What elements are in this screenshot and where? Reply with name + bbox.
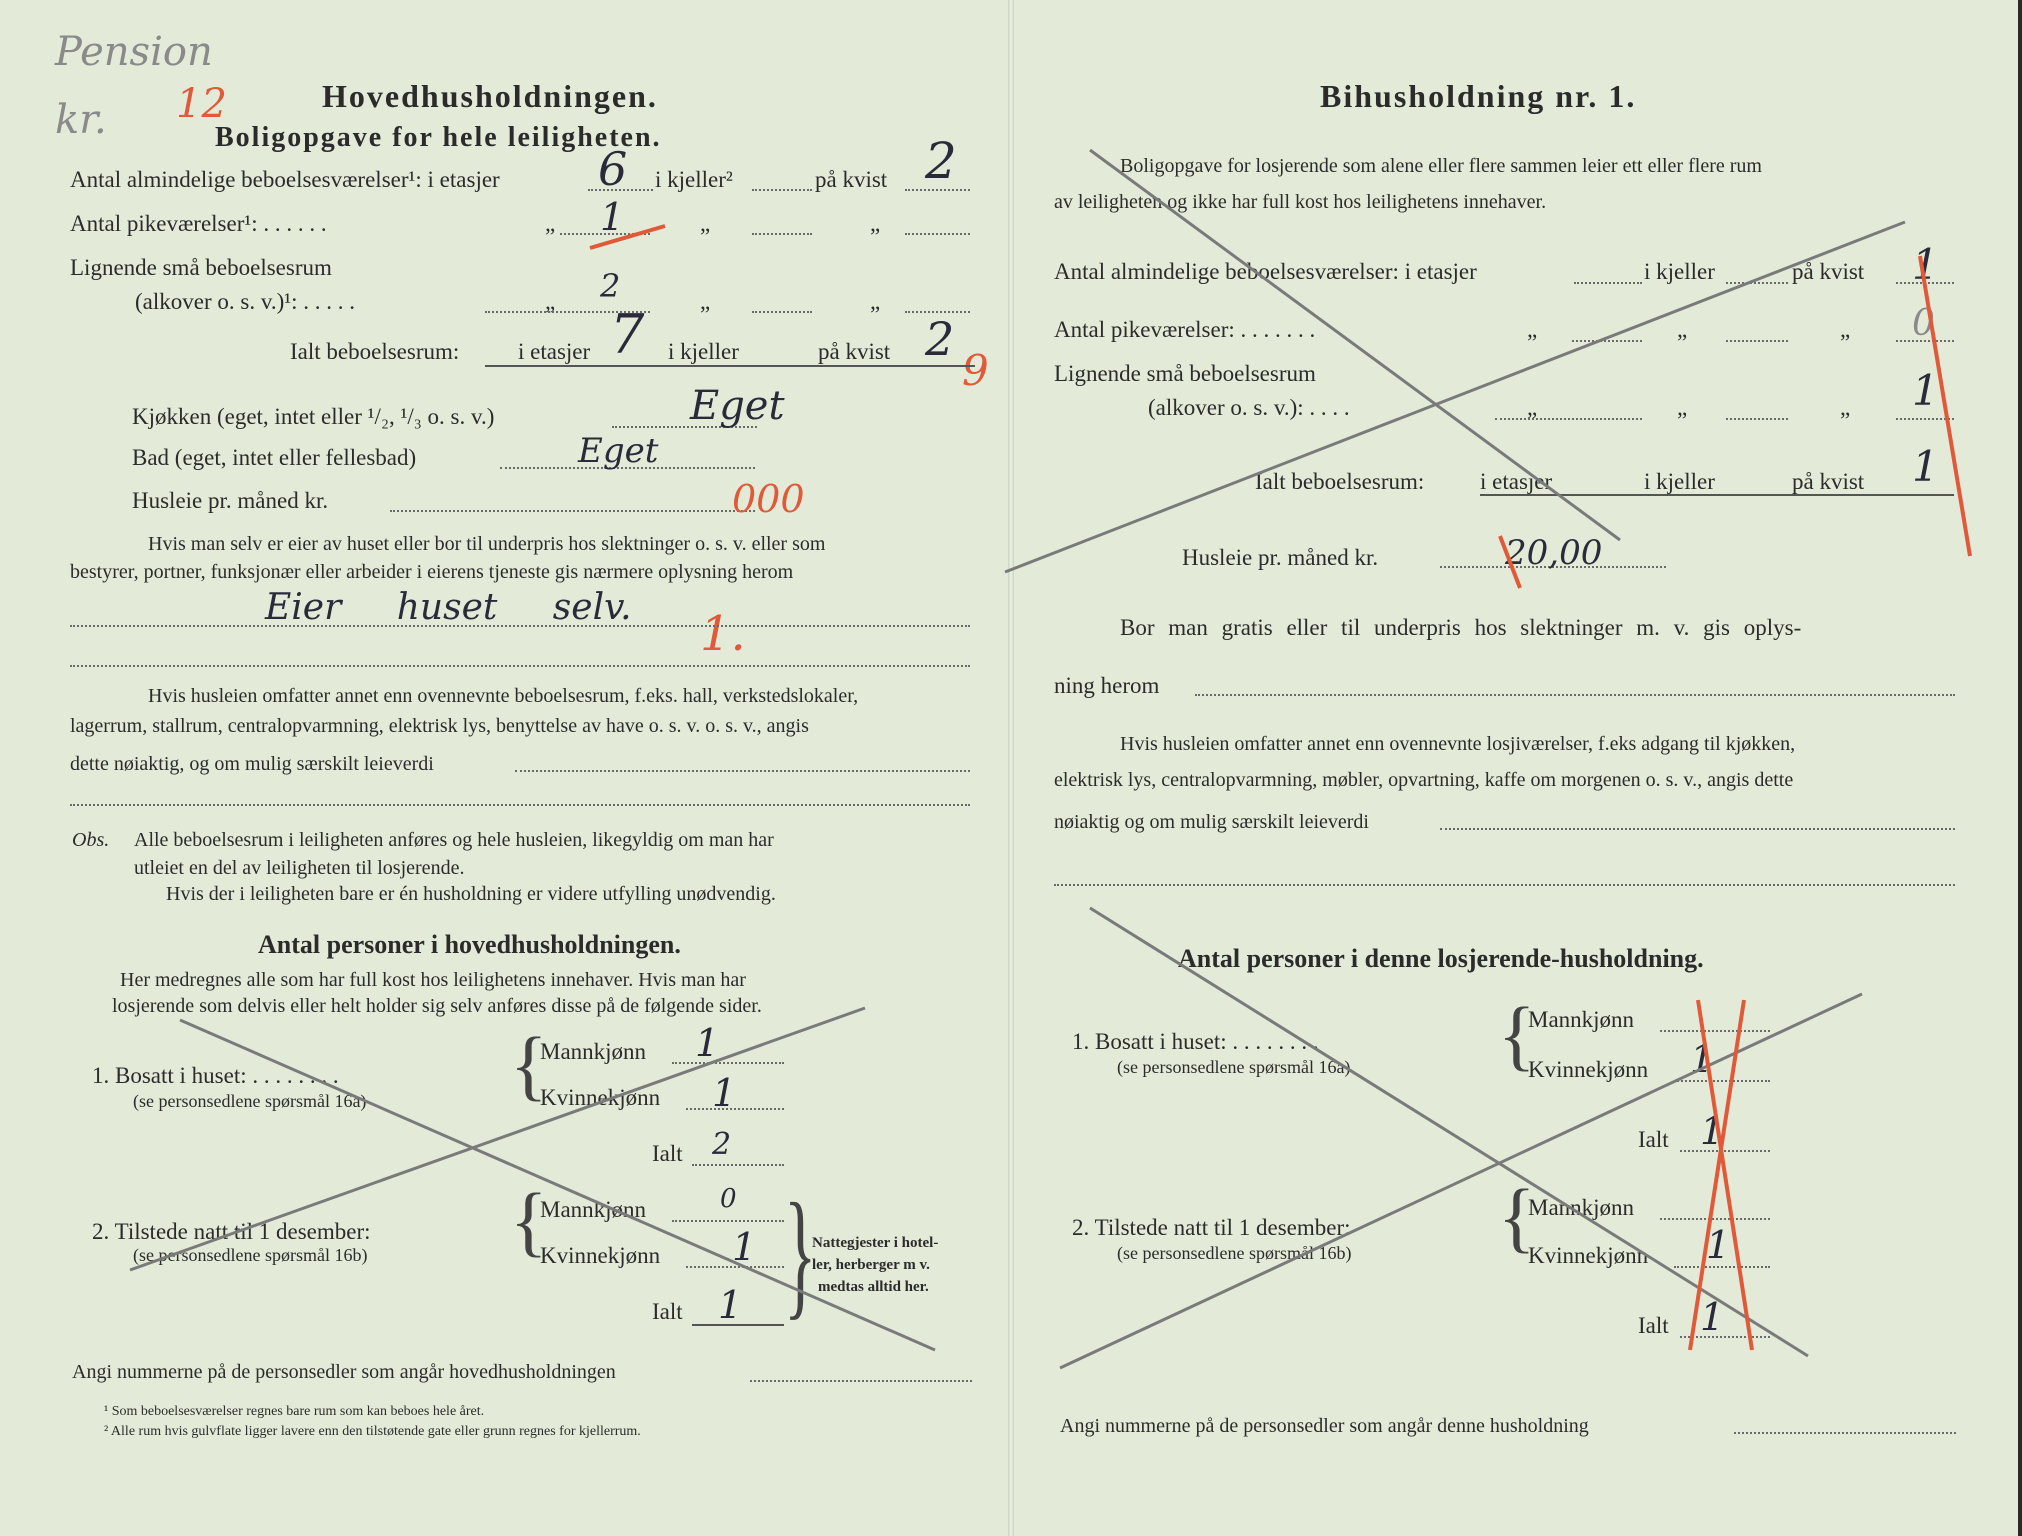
left-q2-label: 2. Tilstede natt til 1 desember: xyxy=(92,1219,371,1244)
left-footnote-2: ² Alle rum hvis gulvflate ligger lavere enn den tilstøtende gate eller grunn regnes for kjellerrum. xyxy=(104,1424,641,1439)
right-q1-male-label: Mannkjønn xyxy=(1528,1007,1635,1032)
right-small-rooms-label-1: Lignende små beboelsesrum xyxy=(1054,361,1316,386)
left-q2-female-label: Kvinnekjønn xyxy=(540,1243,661,1268)
right-q1-female-label: Kvinnekjønn xyxy=(1528,1057,1649,1082)
right-q2-brace: { xyxy=(1498,1173,1536,1260)
right-q1-total-value: 1 xyxy=(1700,1109,1725,1153)
left-rooms-attic-value: 2 xyxy=(925,132,957,190)
left-q1-female-label: Kvinnekjønn xyxy=(540,1085,661,1110)
right-gratis-text-2: ning herom xyxy=(1054,673,1160,698)
left-q1-total-value: 2 xyxy=(712,1127,732,1162)
left-guests-note-1: Nattegjester i hotel- xyxy=(812,1235,939,1251)
right-maid-quote-3: „ xyxy=(1840,317,1851,342)
left-q1-male-label: Mannkjønn xyxy=(540,1039,647,1064)
left-q2-male-value: 0 xyxy=(720,1184,737,1214)
left-q1-male-value: 1 xyxy=(695,1021,720,1065)
left-guests-note-3: medtas alltid her. xyxy=(818,1279,929,1295)
left-owner-red-mark: 1. xyxy=(700,606,746,662)
left-rooms-cellar-label: i kjeller² xyxy=(655,167,733,192)
left-rooms-label: Antal almindelige beboelsesværelser¹: i etasjer xyxy=(70,167,500,192)
right-rooms-label: Antal almindelige beboelsesværelser: i etasjer xyxy=(1054,259,1477,284)
right-rent-label: Husleie pr. måned kr. xyxy=(1182,545,1379,570)
left-extra-text-3: dette nøiaktig, og om mulig særskilt leieverdi xyxy=(70,753,434,775)
right-q1-label: 1. Bosatt i huset: . . . . . . . . xyxy=(1072,1029,1319,1054)
right-small-quote-1: „ xyxy=(1527,395,1538,420)
right-total-attic-label: på kvist xyxy=(1792,469,1865,494)
left-total-attic-label: på kvist xyxy=(818,339,891,364)
left-obs-text-1: Alle beboelsesrum i leiligheten anføres og hele husleien, likegyldig om man har xyxy=(134,829,774,851)
left-bath-label: Bad (eget, intet eller fellesbad) xyxy=(132,445,417,470)
right-extra-text-2: elektrisk lys, centralopvarmning, møbler, opvartning, kaffe om morgenen o. s. v., angis dette xyxy=(1054,769,1794,791)
right-gratis-text-1: Bor man gratis eller til underpris hos slektninger m. v. gis oplys- xyxy=(1120,615,1802,640)
right-extra-text-3: nøiaktig og om mulig særskilt leieverdi xyxy=(1054,811,1369,833)
left-total-attic-value: 2 xyxy=(925,312,955,366)
left-numbers-label: Angi nummerne på de personsedler som angår hovedhusholdningen xyxy=(72,1361,616,1383)
right-top-cross-1 xyxy=(1090,150,1620,540)
left-q2-male-label: Mannkjønn xyxy=(540,1197,647,1222)
left-maid-rooms-label: Antal pikeværelser¹: . . . . . . xyxy=(70,211,327,236)
left-guests-note-2: ler, herberger m v. xyxy=(812,1257,930,1273)
left-persons-title: Antal personer i hovedhusholdningen. xyxy=(258,930,681,959)
left-small-quote-3: „ xyxy=(870,289,881,314)
left-maid-quote-1: „ xyxy=(545,211,556,236)
left-bath-value: Eget xyxy=(578,431,659,471)
left-total-red-value: 9 xyxy=(962,346,989,395)
right-q1-sub: (se personsedlene spørsmål 16a) xyxy=(1117,1057,1351,1077)
right-q2-male-label: Mannkjønn xyxy=(1528,1195,1635,1220)
right-q2-sub: (se personsedlene spørsmål 16b) xyxy=(1117,1243,1352,1263)
left-rent-label: Husleie pr. måned kr. xyxy=(132,488,329,513)
left-maid-quote-2: „ xyxy=(700,211,711,236)
left-small-rooms-label-2: (alkover o. s. v.)¹: . . . . . xyxy=(135,289,356,314)
right-q1-female-value: 1 xyxy=(1690,1037,1715,1081)
left-rent-value: 000 xyxy=(732,477,805,521)
left-rooms-attic-label: på kvist xyxy=(815,167,888,192)
left-obs-label: Obs. xyxy=(72,829,110,851)
right-rooms-cellar-label: i kjeller xyxy=(1644,259,1715,284)
right-top-cross-2 xyxy=(1005,222,1905,572)
right-small-quote-2: „ xyxy=(1677,395,1688,420)
right-total-attic-value: 1 xyxy=(1912,442,1939,491)
left-total-etasjer-label: i etasjer xyxy=(518,339,591,364)
right-maid-attic-value: 0 xyxy=(1912,303,1935,344)
right-rooms-attic-label: på kvist xyxy=(1792,259,1865,284)
left-title: Hovedhusholdningen. xyxy=(322,78,658,114)
right-q2-total-label: Ialt xyxy=(1638,1313,1669,1338)
left-owner-answer: Eier huset selv. xyxy=(265,587,632,628)
right-maid-rooms-label: Antal pikeværelser: . . . . . . . xyxy=(1054,317,1316,342)
left-owner-text-2: bestyrer, portner, funksjonær eller arbeider i eierens tjeneste gis nærmere oplysning herom xyxy=(70,561,794,583)
left-rooms-etasjer-value: 6 xyxy=(598,142,628,196)
left-small-quote-2: „ xyxy=(700,289,711,314)
left-extra-text-2: lagerrum, stallrum, centralopvarmning, elektrisk lys, benyttelse av have o. s. v. o. s. v., angis xyxy=(70,715,809,737)
left-q2-closing-brace: } xyxy=(784,1174,817,1333)
left-maid-etasjer-value: 1 xyxy=(600,195,625,239)
left-q1-label: 1. Bosatt i huset: . . . . . . . . xyxy=(92,1063,339,1088)
right-persons-title: Antal personer i denne losjerende-husholdning. xyxy=(1178,944,1704,973)
left-extra-text-1: Hvis husleien omfatter annet enn ovennevnte beboelsesrum, f.eks. hall, verkstedslokaler, xyxy=(148,685,859,707)
left-footnote-1: ¹ Som beboelsesværelser regnes bare rum som kan beboes hele året. xyxy=(104,1404,485,1419)
left-total-label: Ialt beboelsesrum: xyxy=(290,339,460,364)
left-kitchen-value: Eget xyxy=(690,383,785,429)
left-persons-text-2: losjerende som delvis eller helt holder sig selv anføres disse på de følgende sider. xyxy=(112,995,762,1017)
left-total-etasjer-value: 7 xyxy=(610,303,645,366)
left-persons-text-1: Her medregnes alle som har full kost hos leilighetens innehaver. Hvis man har xyxy=(120,969,746,991)
right-red-vertical xyxy=(1920,256,1970,556)
right-q2-label: 2. Tilstede natt til 1 desember: xyxy=(1072,1215,1351,1240)
right-numbers-label: Angi nummerne på de personsedler som angår denne husholdning xyxy=(1060,1415,1589,1437)
left-small-quote-1: „ xyxy=(545,289,556,314)
left-kitchen-label: Kjøkken (eget, intet eller ¹/₂, ¹/₃ o. s. v.) xyxy=(132,404,495,429)
right-maid-quote-2: „ xyxy=(1677,317,1688,342)
right-persons-cross-2 xyxy=(1060,991,1862,1368)
left-obs-text-3: Hvis der i leiligheten bare er én husholdning er videre utfylling unødvendig. xyxy=(166,883,776,905)
left-obs-text-2: utleiet en del av leiligheten til losjerende. xyxy=(134,857,465,879)
left-q1-total-label: Ialt xyxy=(652,1141,683,1166)
right-q2-female-value: 1 xyxy=(1706,1223,1731,1267)
right-q2-total-value: 1 xyxy=(1700,1295,1725,1339)
right-q2-female-label: Kvinnekjønn xyxy=(1528,1243,1649,1268)
left-red-slash xyxy=(590,226,665,248)
right-small-attic-value: 1 xyxy=(1912,366,1939,415)
right-rooms-attic-value: 1 xyxy=(1912,240,1939,289)
left-q2-total-value: 1 xyxy=(718,1283,743,1327)
left-small-etasjer-value: 2 xyxy=(600,267,621,305)
left-q1-sub: (se personsedlene spørsmål 16a) xyxy=(133,1091,367,1111)
right-q1-brace: { xyxy=(1498,991,1536,1078)
left-q2-total-label: Ialt xyxy=(652,1299,683,1324)
right-rent-value: 20,00 xyxy=(1505,533,1603,573)
left-maid-quote-3: „ xyxy=(870,211,881,236)
right-maid-quote-1: „ xyxy=(1527,317,1538,342)
margin-note-kr: kr. xyxy=(55,97,107,143)
left-q1-female-value: 1 xyxy=(712,1071,737,1115)
right-small-rooms-label-2: (alkover o. s. v.): . . . . xyxy=(1148,395,1350,420)
margin-note-kr-number: 12 xyxy=(176,81,227,127)
right-red-x-1 xyxy=(1698,1000,1752,1350)
left-total-cellar-label: i kjeller xyxy=(668,339,739,364)
right-small-quote-3: „ xyxy=(1840,395,1851,420)
left-q1-brace: { xyxy=(510,1021,548,1108)
left-small-rooms-label-1: Lignende små beboelsesrum xyxy=(70,255,332,280)
right-q1-total-label: Ialt xyxy=(1638,1127,1669,1152)
left-owner-text-1: Hvis man selv er eier av huset eller bor til underpris hos slektninger o. s. v. eller som xyxy=(148,533,826,555)
right-red-slash xyxy=(1500,536,1520,588)
left-persons-cross-1 xyxy=(180,1020,935,1350)
right-intro-1: Boligopgave for losjerende som alene eller flere sammen leier ett eller flere rum xyxy=(1120,155,1762,177)
left-subtitle: Boligopgave for hele leiligheten. xyxy=(215,122,662,153)
right-extra-text-1: Hvis husleien omfatter annet enn ovennevnte losjiværelser, f.eks adgang til kjøkken, xyxy=(1120,733,1796,755)
left-q2-female-value: 1 xyxy=(732,1225,757,1269)
right-title: Bihusholdning nr. 1. xyxy=(1320,78,1637,114)
right-total-etasjer-label: i etasjer xyxy=(1480,469,1553,494)
left-q2-brace: { xyxy=(510,1177,548,1264)
right-intro-2: av leiligheten og ikke har full kost hos leilighetens innehaver. xyxy=(1054,191,1547,213)
right-total-cellar-label: i kjeller xyxy=(1644,469,1715,494)
left-q2-sub: (se personsedlene spørsmål 16b) xyxy=(133,1245,368,1265)
right-total-label: Ialt beboelsesrum: xyxy=(1255,469,1425,494)
margin-note-pension: Pension xyxy=(55,29,213,75)
